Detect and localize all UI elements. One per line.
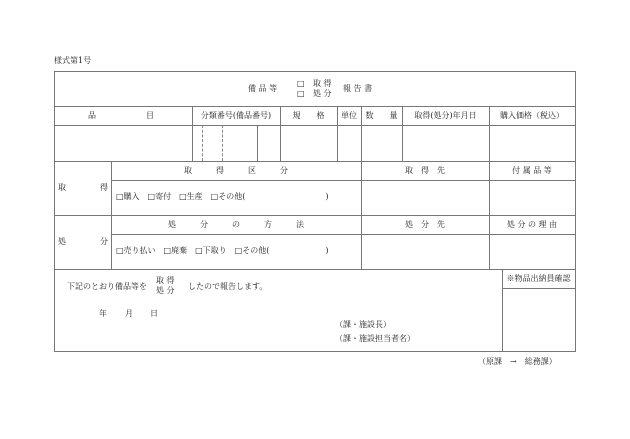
- acq-accessories-input[interactable]: [490, 181, 575, 215]
- form-number: 様式第1号: [54, 56, 92, 65]
- frame-bottom: [54, 351, 576, 352]
- frame-top: [54, 71, 576, 72]
- col-class-no: 分類番号(備品番号): [200, 111, 272, 120]
- date-day: 日: [150, 309, 158, 318]
- col-item-b: 目: [146, 111, 154, 120]
- date-input[interactable]: [403, 126, 489, 161]
- report-sentence-pre: 下記のとおり備品等を: [67, 282, 147, 291]
- col-qty: 数 量: [365, 111, 398, 120]
- disp-dest-header: 処 分 先: [405, 220, 445, 229]
- report-sentence-post: したので報告します。: [188, 282, 268, 291]
- confirm-header: ※物品出納員確認: [506, 274, 571, 283]
- disp-reason-input[interactable]: [490, 235, 575, 269]
- rule: [54, 161, 576, 162]
- qty-input[interactable]: [362, 126, 402, 161]
- disp-label-b: 分: [100, 237, 108, 246]
- col-spec: 規 格: [292, 111, 325, 120]
- routing-note: （原課 → 総務課）: [478, 357, 557, 366]
- acq-label-a: 取: [58, 183, 66, 192]
- col-date: 取得(処分)年月日: [414, 111, 477, 120]
- acq-source-input[interactable]: [362, 181, 489, 215]
- report-dispose: 処 分: [156, 286, 175, 295]
- checkbox-acquire[interactable]: □: [297, 79, 305, 88]
- rule: [54, 106, 576, 107]
- report-acquire: 取 得: [156, 276, 175, 285]
- acq-category-header: 取 得 区 分: [184, 166, 288, 175]
- checkbox-dispose[interactable]: □: [297, 89, 305, 98]
- class-no-input[interactable]: [193, 126, 280, 161]
- acq-label-b: 得: [100, 183, 108, 192]
- acq-source-header: 取 得 先: [405, 166, 445, 175]
- date-month: 月: [125, 309, 133, 318]
- acq-accessories-header: 付 属 品 等: [512, 166, 552, 175]
- head-signature: （課・施設長）: [335, 320, 391, 329]
- unit-input[interactable]: [338, 126, 361, 161]
- col-item-a: 品: [88, 111, 96, 120]
- disp-label-a: 処: [58, 237, 66, 246]
- item-input[interactable]: [55, 126, 192, 161]
- col-price: 購入価格（税込）: [500, 111, 564, 120]
- frame-left: [54, 71, 55, 352]
- disp-dest-input[interactable]: [362, 235, 489, 269]
- col-unit: 単位: [341, 111, 357, 120]
- price-input[interactable]: [490, 126, 575, 161]
- spec-input[interactable]: [281, 126, 337, 161]
- disp-method-header: 処 分 の 方 法: [168, 220, 304, 229]
- title-acquire: 取 得: [313, 79, 332, 88]
- rule: [54, 269, 576, 270]
- disp-options[interactable]: □売り払い □廃棄 □下取り □その他( ): [116, 246, 329, 255]
- rule: [54, 215, 576, 216]
- disp-reason-header: 処 分 の 理 由: [506, 220, 558, 229]
- acq-options[interactable]: □購入 □寄付 □生産 □その他( ): [116, 192, 329, 201]
- confirm-stamp-box[interactable]: [503, 289, 575, 351]
- title-dispose: 処 分: [313, 89, 332, 98]
- person-signature: （課・施設担当者名）: [335, 334, 415, 343]
- frame-right: [575, 71, 576, 352]
- title-prefix: 備 品 等: [248, 84, 278, 93]
- date-year: 年: [99, 309, 107, 318]
- title-suffix: 報 告 書: [343, 84, 373, 93]
